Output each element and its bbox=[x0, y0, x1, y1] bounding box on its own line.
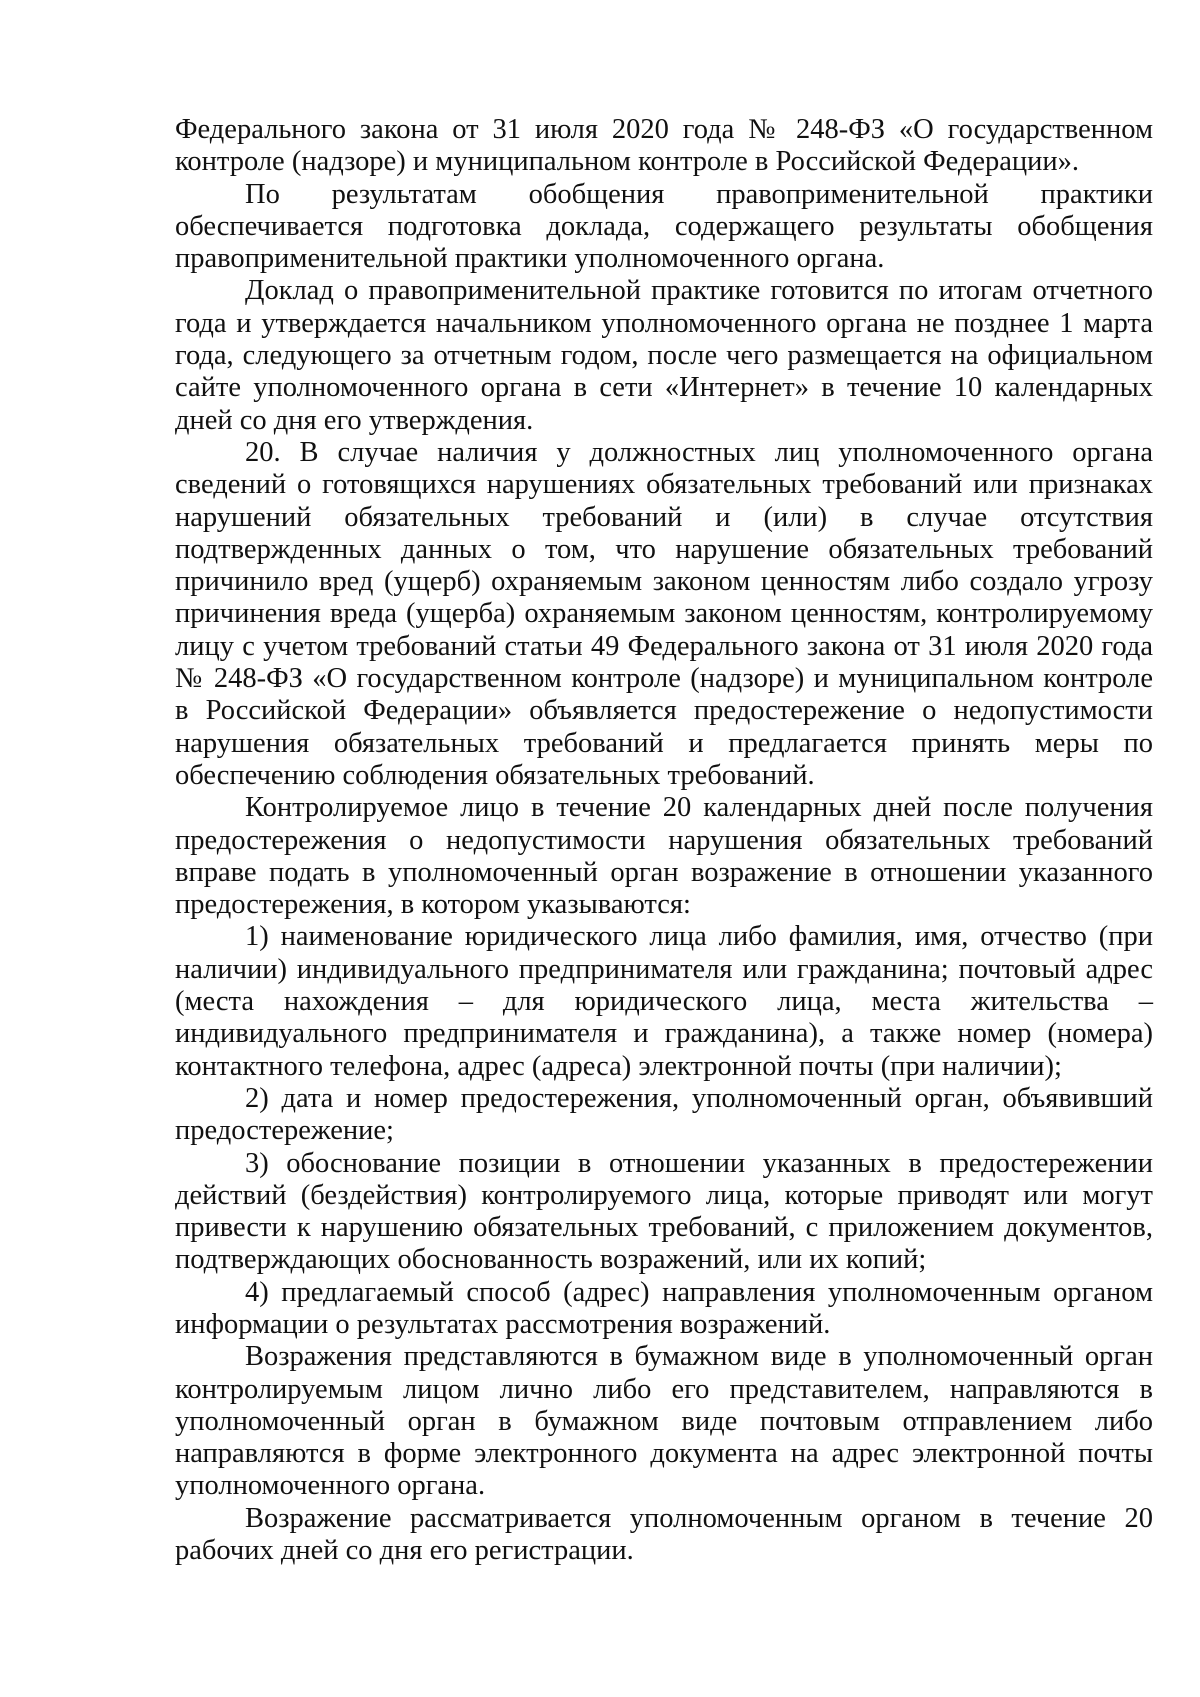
paragraph-objection-right: Контролируемое лицо в течение 20 календарных дней после получения предостережения о недопустимости нарушения обязательных требований вправе подать в уполномоченный орган возражение в отношении указанного предостережения, в котором указываются: bbox=[175, 792, 1153, 921]
paragraph-report-approval: Доклад о правоприменительной практике готовится по итогам отчетного года и утверждается начальником уполномоченного органа не позднее 1 марта года, следующего за отчетным годом, после чего размещается на официальном сайте уполномоченного органа в сети «Интернет» в течение 10 календарных дней со дня его утверждения. bbox=[175, 275, 1153, 436]
paragraph-objection-submission: Возражения представляются в бумажном виде в уполномоченный орган контролируемым лицом лично либо его представителем, направляются в уполномоченный орган в бумажном виде почтовым отправлением либо направляются в форме электронного документа на адрес электронной почты уполномоченного органа. bbox=[175, 1341, 1153, 1502]
document-body bbox=[175, 114, 1153, 1567]
list-item-2-warning-details: 2) дата и номер предостережения, уполномоченный орган, объявивший предостережение; bbox=[175, 1082, 1153, 1147]
paragraph-item-20-warning: 20. В случае наличия у должностных лиц уполномоченного органа сведений о готовящихся нарушениях обязательных требований или признаках нарушений обязательных требований и (или) в случае отсутствия подтвержденных данных о том, что нарушение обязательных требований причинило вред (ущерб) охраняемым законом ценностям либо создало угрозу причинения вреда (ущерба) охраняемым законом ценностям, контролируемому лицу с учетом требований статьи 49 Федерального закона от 31 июля 2020 года № 248-ФЗ «О государственном контроле (надзоре) и муниципальном контроле в Российской Федерации» объявляется предостережение о недопустимости нарушения обязательных требований и предлагается принять меры по обеспечению соблюдения обязательных требований. bbox=[175, 436, 1153, 791]
list-item-4-response-method: 4) предлагаемый способ (адрес) направления уполномоченным органом информации о результатах рассмотрения возражений. bbox=[175, 1276, 1153, 1340]
list-item-1-applicant-details: 1) наименование юридического лица либо фамилия, имя, отчество (при наличии) индивидуального предпринимателя или гражданина; почтовый адрес (места нахождения – для юридического лица, места жительства – индивидуального предпринимателя и гражданина), а также номер (номера) контактного телефона, адрес (адреса) электронной почты (при наличии); bbox=[175, 921, 1153, 1082]
paragraph-objection-review-period: Возражение рассматривается уполномоченным органом в течение 20 рабочих дней со дня его регистрации. bbox=[175, 1502, 1153, 1567]
list-item-3-justification: 3) обоснование позиции в отношении указанных в предостережении действий (бездействия) контролируемого лица, которые приводят или могут привести к нарушению обязательных требований, с приложением документов, подтверждающих обоснованность возражений, или их копий; bbox=[175, 1147, 1153, 1276]
paragraph-law-reference-continuation: Федерального закона от 31 июля 2020 года № 248-ФЗ «О государственном контроле (надзоре) и муниципальном контроле в Российской Федерации». bbox=[175, 114, 1153, 178]
paragraph-practice-report: По результатам обобщения правоприменительной практики обеспечивается подготовка доклада, содержащего результаты обобщения правоприменительной практики уполномоченного органа. bbox=[175, 178, 1153, 275]
